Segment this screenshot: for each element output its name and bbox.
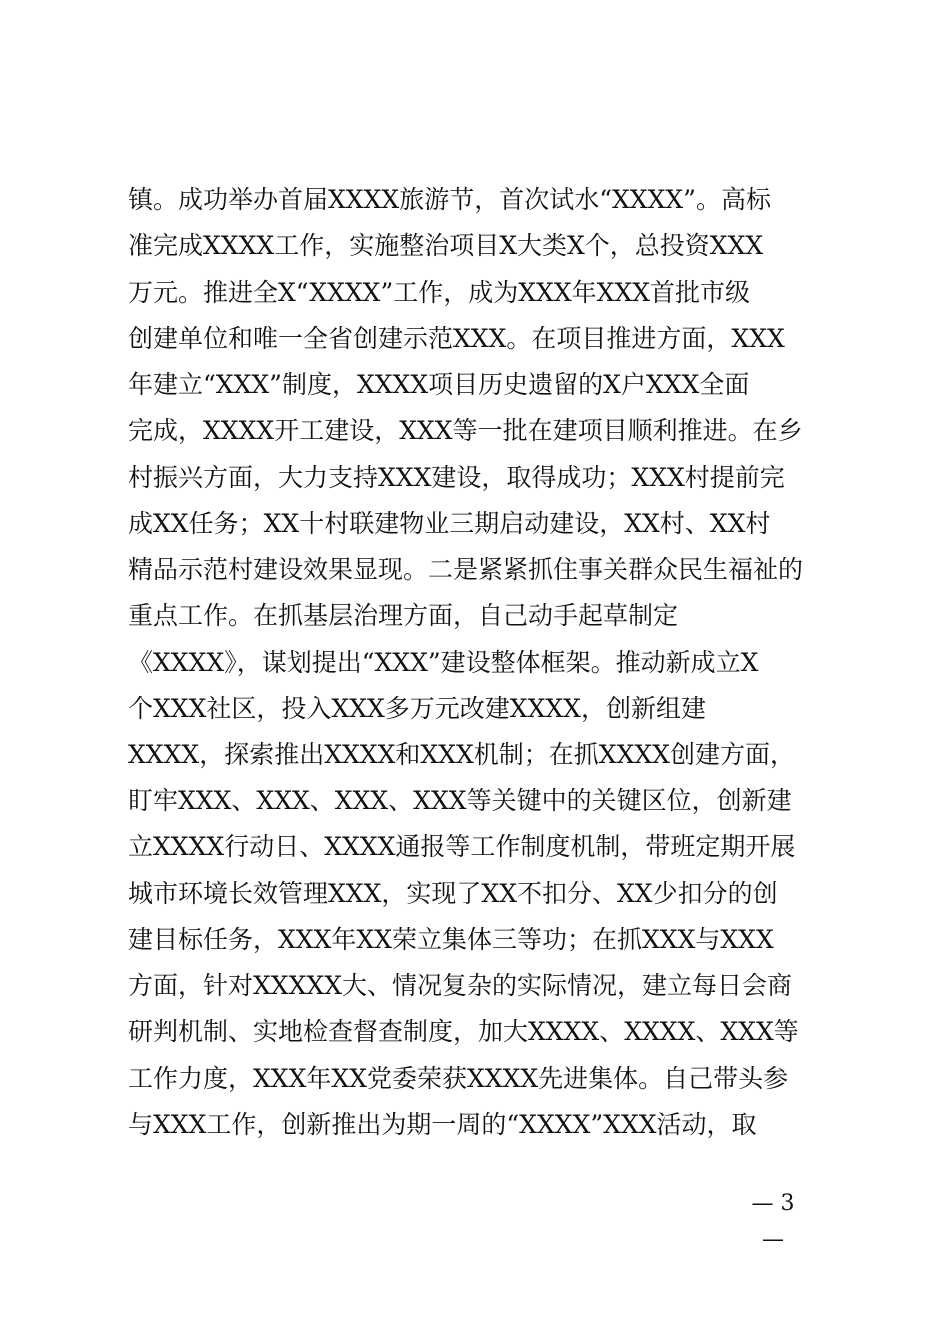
paragraph-line-10: 重点工作。在抓基层治理方面，自己动手起草制定 [128,601,679,630]
paragraph-line-13: XXXX，探索推出XXXX和XXX机制；在抓XXXX创建方面， [128,740,795,769]
paragraph-line-20: 工作力度，XXX年XX党委荣获XXXX先进集体。自己带头参 [128,1064,789,1093]
paragraph-line-18: 方面，针对XXXXX大、情况复杂的实际情况，建立每日会商 [128,971,792,1000]
page-number: — 3 — [751,1191,795,1252]
paragraph-line-4: 创建单位和唯一全省创建示范XXX。在项目推进方面，XXX [128,324,785,353]
paragraph-line-19: 研判机制、实地检查督查制度，加大XXXX、XXXX、XXX等 [128,1017,799,1046]
paragraph-line-15: 立XXXX行动日、XXXX通报等工作制度机制，带班定期开展 [128,832,796,861]
paragraph-line-9: 精品示范村建设效果显现。二是紧紧抓住事关群众民生福祉的 [128,555,804,584]
paragraph-line-3: 万元。推进全X“XXXX”工作，成为XXX年XXX首批市级 [128,278,751,307]
paragraph-line-12: 个XXX社区，投入XXX多万元改建XXXX，创新组建 [128,694,706,723]
paragraph-line-11: 《XXXX》，谋划提出“XXX”建设整体框架。推动新成立X [128,648,759,677]
paragraph-line-17: 建目标任务，XXX年XX荣立集体三等功；在抓XXX与XXX [128,925,774,954]
paragraph-line-5: 年建立“XXX”制度，XXXX项目历史遗留的X户XXX全面 [128,370,750,399]
paragraph-line-21: 与XXX工作，创新推出为期一周的“XXXX”XXX活动，取 [128,1110,757,1139]
paragraph-line-7: 村振兴方面，大力支持XXX建设，取得成功；XXX村提前完 [128,463,785,492]
paragraph-line-8: 成XX任务；XX十村联建物业三期启动建设，XX村、XX村 [128,509,771,538]
paragraph-line-2: 准完成XXXX工作，实施整治项目X大类X个，总投资XXX [128,231,764,260]
paragraph-line-6: 完成，XXXX开工建设，XXX等一批在建项目顺利推进。在乡 [128,416,803,445]
paragraph-line-1: 镇。成功举办首届XXXX旅游节，首次试水“XXXX”。高标 [128,185,771,214]
paragraph-line-14: 盯牢XXX、XXX、XXX、XXX等关键中的关键区位，创新建 [128,786,792,815]
paragraph-line-16: 城市环境长效管理XXX，实现了XX不扣分、XX少扣分的创 [128,879,778,908]
